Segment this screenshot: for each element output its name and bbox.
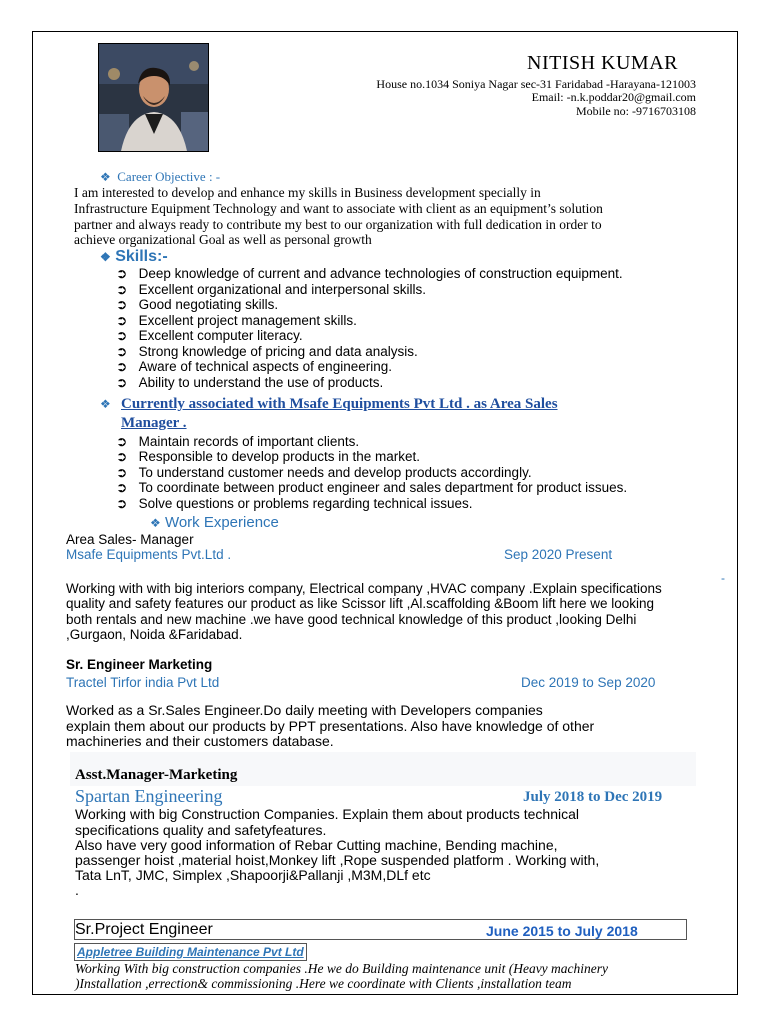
diamond-bullet-icon: ❖ <box>100 170 111 184</box>
duty-item: ➲ Solve questions or problems regarding technical issues. <box>116 496 473 511</box>
work-experience-heading: ❖ Work Experience <box>150 514 279 531</box>
job4-desc: Working With big construction companies .He we do Building maintenance unit (Heavy machinery <box>75 961 609 976</box>
job2-desc: explain them about our products by PPT presentations. Also have knowledge of other <box>66 718 595 734</box>
email: Email: -n.k.poddar20@gmail.com <box>531 90 696 104</box>
skill-item: ➲ Strong knowledge of pricing and data analysis. <box>116 344 418 359</box>
skills-heading: ❖ Skills:- <box>100 248 168 265</box>
arrow-bullet-icon: ➲ <box>116 344 128 359</box>
job2-dates: Dec 2019 to Sep 2020 <box>521 675 656 690</box>
current-position-heading: Currently associated with Msafe Equipments Pvt Ltd . as Area Sales <box>121 396 558 412</box>
skill-item: ➲ Ability to understand the use of products. <box>116 375 384 390</box>
arrow-bullet-icon: ➲ <box>116 434 128 449</box>
career-line: Infrastructure Equipment Technology and want to associate with client as an equipment’s solution <box>74 201 603 216</box>
job3-desc: Working with big Construction Companies. Explain them about products technical <box>75 806 579 822</box>
mobile: Mobile no: -9716703108 <box>576 104 696 118</box>
job4-dates: June 2015 to July 2018 <box>486 923 638 939</box>
job4-desc: )Installation ,errection& commissioning .Here we coordinate with Clients ,installation team <box>75 976 572 991</box>
arrow-bullet-icon: ➲ <box>116 297 128 312</box>
skill-item: ➲ Aware of technical aspects of engineering. <box>116 359 392 374</box>
arrow-bullet-icon: ➲ <box>116 465 128 480</box>
duty-item: ➲ To coordinate between product engineer and sales department for product issues. <box>116 480 628 495</box>
arrow-bullet-icon: ➲ <box>116 282 128 297</box>
job4-title: Sr.Project Engineer <box>75 921 213 938</box>
job1-desc: quality and safety features our product as like Scissor lift ,Al.scaffolding &Boom lift here we looking <box>66 596 655 611</box>
arrow-bullet-icon: ➲ <box>116 328 128 343</box>
job3-desc: Tata LnT, JMC, Simplex ,Shapoorji&Pallanji ,M3M,DLf etc <box>75 867 431 883</box>
career-objective-heading: ❖ Career Objective : - <box>100 169 221 184</box>
arrow-bullet-icon: ➲ <box>116 480 128 495</box>
job2-desc: Worked as a Sr.Sales Engineer.Do daily meeting with Developers companies <box>66 702 543 718</box>
skill-item: ➲ Good negotiating skills. <box>116 297 279 312</box>
job2-company: Tractel Tirfor india Pvt Ltd <box>66 675 220 690</box>
job3-desc: Also have very good information of Rebar Cutting machine, Bending machine, <box>75 837 558 853</box>
duty-item: ➲ Maintain records of important clients. <box>116 434 360 449</box>
job1-desc: both rentals and new machine .we have good technical knowledge of this product ,looking Delhi <box>66 612 637 627</box>
address: House no.1034 Soniya Nagar sec-31 Faridabad -Harayana-121003 <box>376 77 696 91</box>
job1-company: Msafe Equipments Pvt.Ltd . <box>66 547 232 562</box>
arrow-bullet-icon: ➲ <box>116 266 128 281</box>
arrow-bullet-icon: ➲ <box>116 313 128 328</box>
job3-company: Spartan Engineering <box>75 786 223 806</box>
arrow-bullet-icon: ➲ <box>116 359 128 374</box>
candidate-name: NITISH KUMAR <box>527 52 678 74</box>
job2-title: Sr. Engineer Marketing <box>66 657 213 672</box>
skill-item: ➲ Excellent project management skills. <box>116 313 357 328</box>
job3-dates: July 2018 to Dec 2019 <box>523 789 663 805</box>
job2-desc: machineries and their customers database. <box>66 733 334 749</box>
arrow-bullet-icon: ➲ <box>116 375 128 390</box>
career-line: achieve organizational Goal as well as personal growth <box>74 232 372 247</box>
job1-desc: Working with with big interiors company, Electrical company ,HVAC company .Explain specifications <box>66 581 662 596</box>
job3-desc: . <box>75 882 79 898</box>
job1-title: Area Sales- Manager <box>66 532 194 547</box>
diamond-bullet-icon: ❖ <box>100 250 111 264</box>
skill-item: ➲ Excellent computer literacy. <box>116 328 303 343</box>
career-line: I am interested to develop and enhance my skills in Business development specially in <box>74 185 541 200</box>
skill-item: ➲ Deep knowledge of current and advance technologies of construction equipment. <box>116 266 623 281</box>
duty-item: ➲ To understand customer needs and develop products accordingly. <box>116 465 532 480</box>
job1-desc: ,Gurgaon, Noida &Faridabad. <box>66 627 243 642</box>
job1-dates: Sep 2020 Present <box>504 547 613 562</box>
current-position-heading-cont: Manager . <box>121 415 187 431</box>
margin-dash: - <box>721 571 725 585</box>
diamond-bullet-icon: ❖ <box>150 516 161 530</box>
arrow-bullet-icon: ➲ <box>116 496 128 511</box>
job3-title: Asst.Manager-Marketing <box>75 767 238 783</box>
job3-desc: specifications quality and safetyfeatures. <box>75 822 327 838</box>
job4-company: Appletree Building Maintenance Pvt Ltd <box>74 943 307 961</box>
diamond-bullet-icon: ❖ <box>100 397 111 411</box>
career-line: partner and always ready to contribute my best to our organization with full dedication in order to <box>74 217 602 232</box>
job3-desc: passenger hoist ,material hoist,Monkey lift ,Rope suspended platform . Working with, <box>75 852 600 868</box>
skill-item: ➲ Excellent organizational and interpersonal skills. <box>116 282 426 297</box>
duty-item: ➲ Responsible to develop products in the market. <box>116 449 420 464</box>
profile-photo <box>98 43 209 152</box>
arrow-bullet-icon: ➲ <box>116 449 128 464</box>
